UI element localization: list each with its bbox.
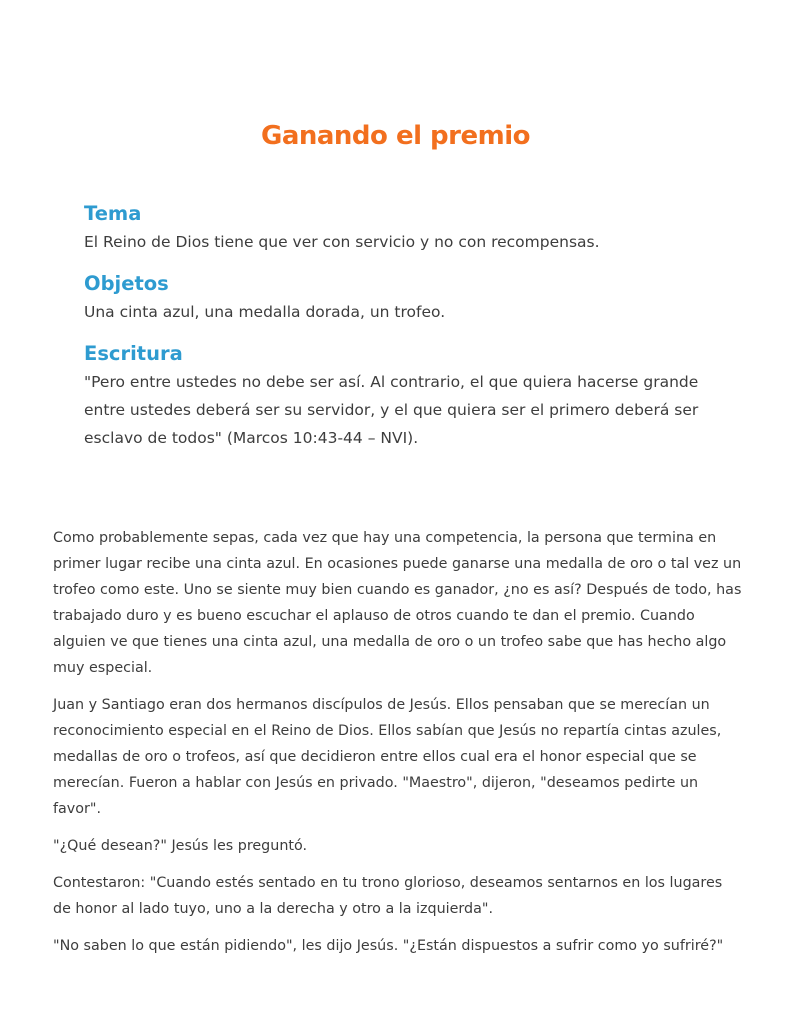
paragraph: Como probablemente sepas, cada vez que hay una competencia, la persona que termina en primer lugar recibe una cinta azul. En ocasiones puede ganarse una medalla de oro o tal vez un trofeo como este. Uno se siente muy bien cuando es ganador, ¿no es así? Después de todo, has trabajado duro y es bueno escuchar el aplauso de otros cuando te dan el premio. Cuando alguien ve que tienes una cinta azul, una medalla de oro o un trofeo sabe que has hecho algo muy especial.	[53, 530, 742, 676]
tema-heading: Tema	[84, 202, 142, 225]
lesson-info	[84, 200, 724, 466]
paragraph: "No saben lo que están pidiendo", les dijo Jesús. "¿Están dispuestos a sufrir como yo sufriré?"	[53, 938, 724, 954]
paragraph: "¿Qué desean?" Jesús les preguntó.	[53, 838, 308, 854]
paragraph: Juan y Santiago eran dos hermanos discípulos de Jesús. Ellos pensaban que se merecían un reconocimiento especial en el Reino de Dios. Ellos sabían que Jesús no repartía cintas azules, medallas de oro o trofeos, así que decidieron entre ellos cual era el honor especial que se merecían. Fueron a hablar con Jesús en privado. "Maestro", dijeron, "deseamos pedirte un favor".	[53, 697, 722, 817]
paragraph: Contestaron: "Cuando estés sentado en tu trono glorioso, deseamos sentarnos en los lugares de honor al lado tuyo, uno a la derecha y otro a la izquierda".	[53, 875, 723, 917]
objetos-heading: Objetos	[84, 272, 169, 295]
objetos-text: Una cinta azul, una medalla dorada, un trofeo.	[84, 303, 446, 321]
escritura-heading: Escritura	[84, 342, 183, 365]
page-title: Ganando el premio	[260, 121, 530, 152]
tema-text: El Reino de Dios tiene que ver con servicio y no con recompensas.	[84, 233, 600, 251]
escritura-text: "Pero entre ustedes no debe ser así. Al contrario, el que quiera hacerse grande entre ustedes deberá ser su servidor, y el que quiera ser el primero deberá ser esclavo de todos" (Marcos 10:43-44 – NVI).	[84, 373, 699, 447]
story-body	[53, 525, 743, 970]
